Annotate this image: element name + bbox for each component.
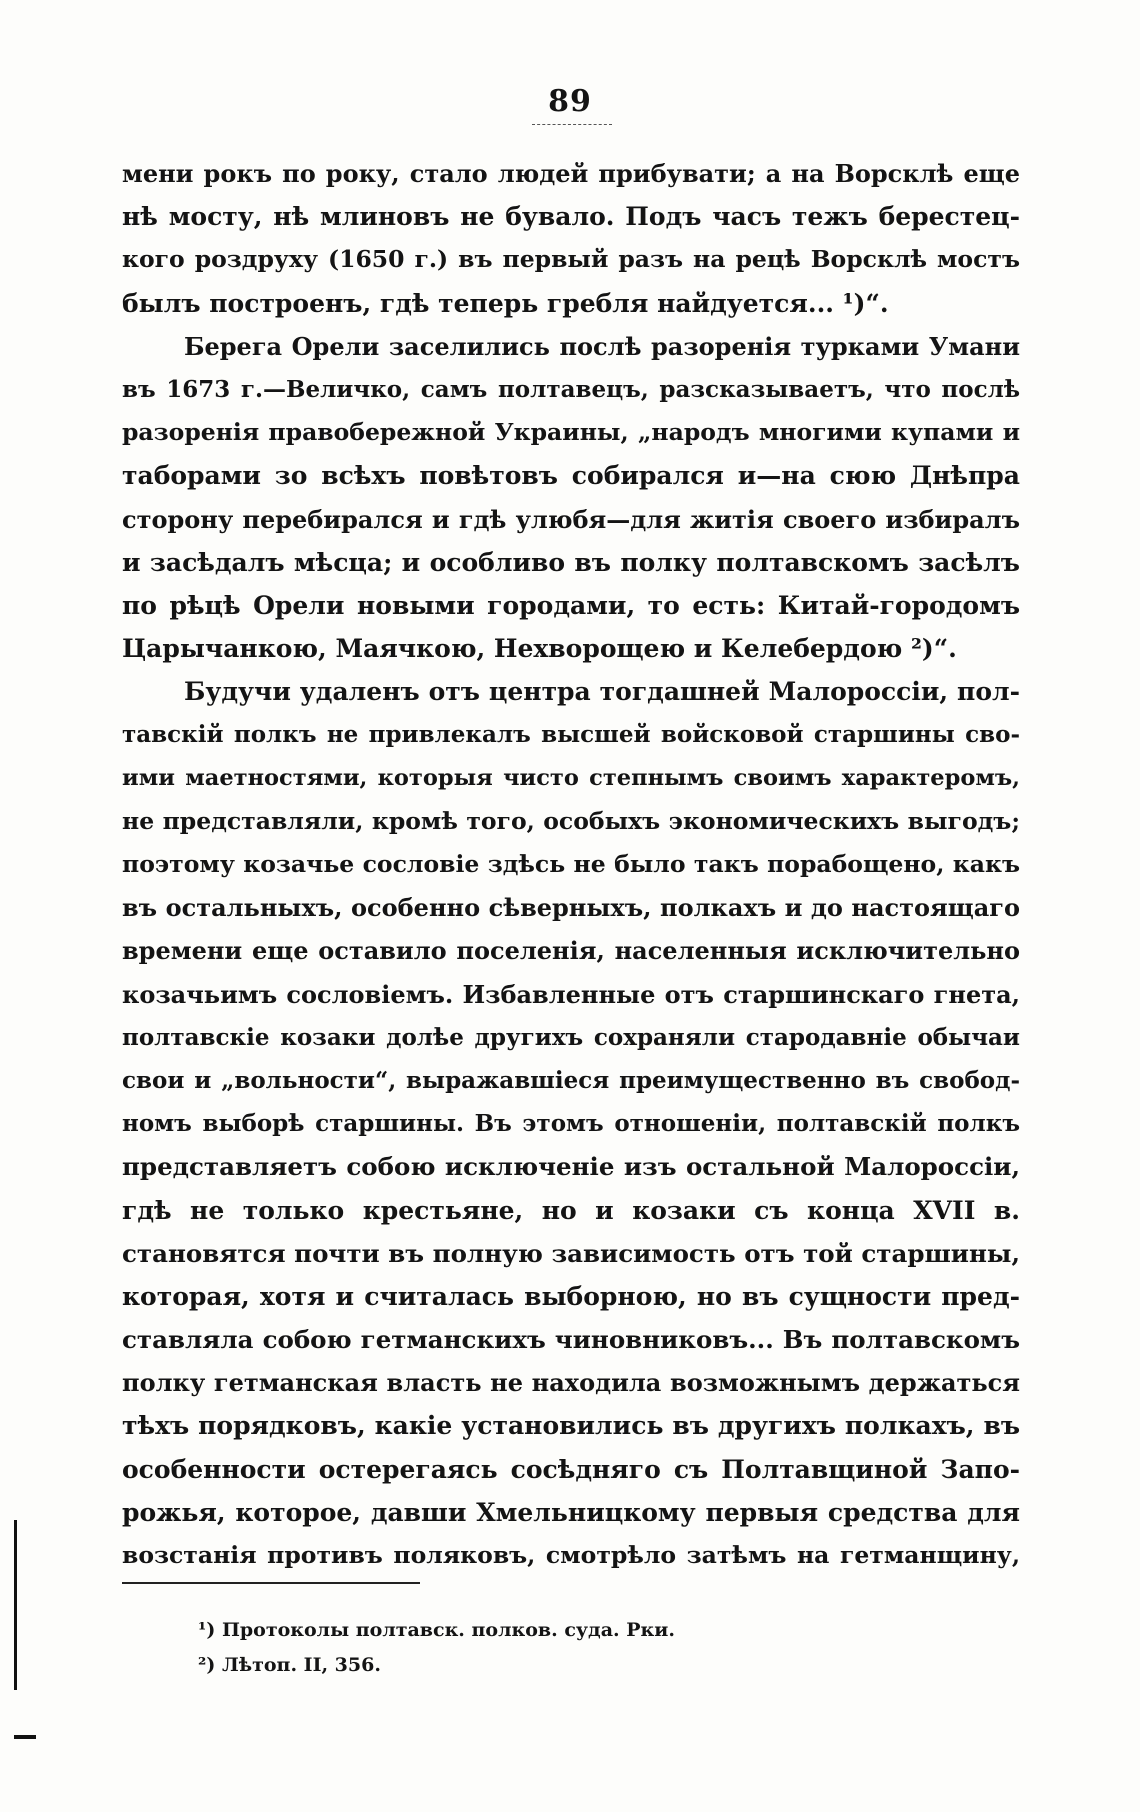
footnote-text: Лѣтоп. II, 356.	[221, 1654, 381, 1676]
text-line: рожья, которое, давши Хмельницкому первыя средства для	[122, 1497, 1020, 1527]
text-line: времени еще оставило поселенія, населенныя исключительно	[122, 936, 1020, 966]
body-text	[122, 152, 1020, 1577]
text-line: былъ построенъ, гдѣ теперь гребля найдуется... ¹)“.	[122, 288, 889, 318]
text-line: возстанія противъ поляковъ, смотрѣло затѣмъ на гетманщину,	[122, 1541, 1020, 1569]
scan-edge-tick	[14, 1735, 36, 1739]
text-line: свои и „вольности“, выражавшіеся преимущественно въ свобод-	[122, 1066, 1020, 1094]
text-line: таборами зо всѣхъ повѣтовъ собирался и—на сюю Днѣпра	[122, 461, 1020, 491]
text-line: полку гетманская власть не находила возможнымъ держаться	[122, 1368, 1020, 1398]
paragraph-start-line: Берега Орели заселились послѣ разоренія турками Умани	[184, 331, 1020, 361]
footnote-mark: ²)	[198, 1654, 216, 1676]
footnote-mark: ¹)	[198, 1619, 216, 1641]
page-number: 89	[548, 84, 592, 119]
text-line: тавскій полкъ не привлекалъ высшей войсковой старшины сво-	[122, 721, 1020, 749]
text-line: и засѣдалъ мѣсца; и особливо въ полку полтавскомъ засѣлъ	[122, 547, 1020, 577]
text-line: которая, хотя и считалась выборною, но въ сущности пред-	[122, 1281, 1020, 1311]
text-line: становятся почти въ полную зависимость отъ той старшины,	[122, 1238, 1020, 1268]
text-line: разоренія правобережной Украины, „народъ многими купами и	[122, 418, 1020, 447]
text-line: номъ выборѣ старшины. Въ этомъ отношеніи, полтавскій полкъ	[122, 1110, 1020, 1138]
text-line: кого роздруху (1650 г.) въ первый разъ на рецѣ Ворсклѣ мостъ	[122, 245, 1020, 274]
text-line: въ остальныхъ, особенно сѣверныхъ, полкахъ и до настоящаго	[122, 893, 1020, 923]
scan-edge-line	[14, 1520, 17, 1690]
text-line: поэтому козачье сословіе здѣсь не было такъ порабощено, какъ	[122, 850, 1020, 878]
text-line: сторону перебирался и гдѣ улюбя—для житія своего избиралъ	[122, 504, 1020, 534]
footnote-1	[198, 1618, 675, 1642]
text-line: ставляла собою гетманскихъ чиновниковъ... Въ полтавскомъ	[122, 1325, 1020, 1355]
text-line: въ 1673 г.—Величко, самъ полтавецъ, разсказываетъ, что послѣ	[122, 375, 1020, 403]
text-line: нѣ мосту, нѣ млиновъ не бувало. Подъ часъ тежъ берестец-	[122, 202, 1020, 232]
text-line: ими маетностями, которыя чисто степнымъ своимъ характеромъ,	[122, 764, 1020, 791]
text-line: козачьимъ сословіемъ. Избавленные отъ старшинскаго гнета,	[122, 979, 1020, 1009]
text-line: полтавскіе козаки долѣе другихъ сохраняли стародавніе обычаи	[122, 1023, 1020, 1051]
footnote-separator	[122, 1582, 420, 1584]
paragraph-start-line: Будучи удаленъ отъ центра тогдашней Малороссіи, пол-	[184, 677, 1020, 707]
text-line: не представляли, кромѣ того, особыхъ экономическихъ выгодъ;	[122, 806, 1020, 835]
text-line: гдѣ не только крестьяне, но и козаки съ конца XVII в.	[122, 1195, 1020, 1225]
footnote-text: Протоколы полтавск. полков. суда. Рки.	[221, 1619, 675, 1641]
text-line: мени рокъ по року, стало людей прибувати; а на Ворсклѣ еще	[122, 159, 1020, 188]
footnote-2	[198, 1653, 381, 1677]
text-line: Царычанкою, Маячкою, Нехворощею и Келебердою ²)“.	[122, 634, 957, 664]
text-line: особенности остерегаясь сосѣдняго съ Полтавщиной Запо-	[122, 1454, 1020, 1484]
text-line: тѣхъ порядковъ, какіе установились въ другихъ полкахъ, въ	[122, 1411, 1020, 1441]
text-line: представляетъ собою исключеніе изъ остальной Малороссіи,	[122, 1152, 1020, 1182]
text-line: по рѣцѣ Орели новыми городами, то есть: Китай-городомъ	[122, 590, 1020, 620]
page-number-underline	[532, 124, 612, 125]
